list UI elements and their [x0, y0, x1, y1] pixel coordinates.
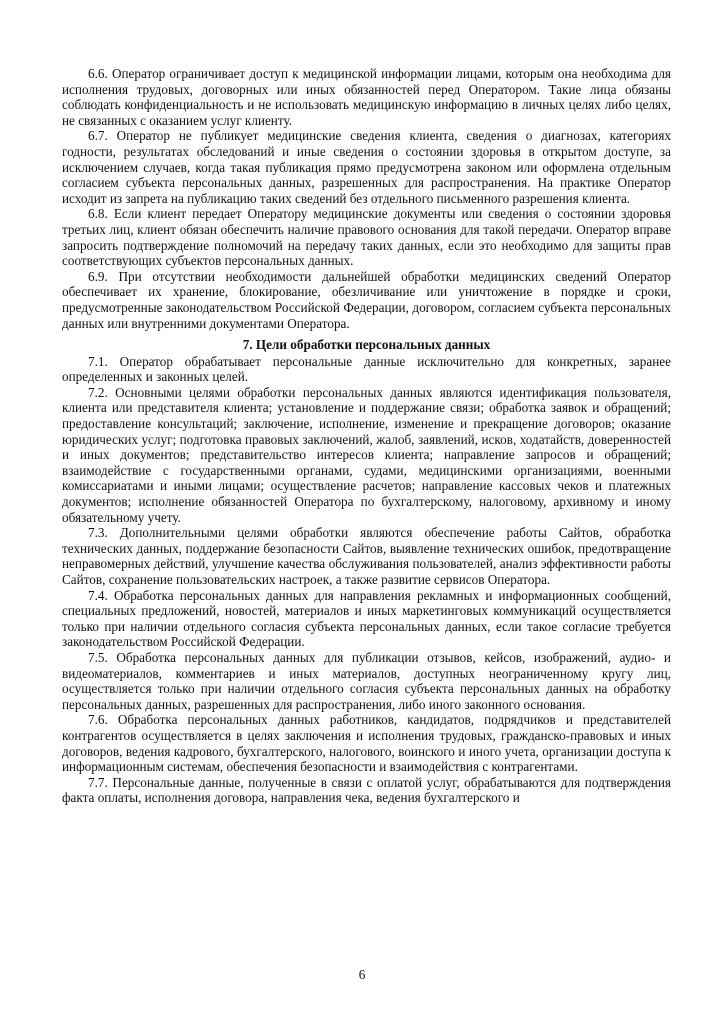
page-number: 6	[358, 967, 366, 982]
paragraph-7-5: 7.5. Обработка персональных данных для публикации отзывов, кейсов, изображений, аудио- и видеоматериалов, комментариев и иных материалов, доступных неограниченному кругу лиц, осуществляется только при наличии отдельного согласия субъекта персональных данных на обработку персональных данных, разрешенных для распространения, либо иного законного основания.	[62, 649, 671, 712]
section-heading: 7. Цели обработки персональных данных	[242, 337, 491, 353]
paragraph-7-4: 7.4. Обработка персональных данных для направления рекламных и информационных сообщений, специальных предложений, новостей, материалов и иных маркетинговых коммуникаций осуществляется только при наличии отдельного согласия субъекта персональных данных, если такое согласие требуется законодательством Российской Федерации.	[62, 587, 671, 650]
paragraph-6-8: 6.8. Если клиент передает Оператору медицинские документы или сведения о состоянии здоровья третьих лиц, клиент обязан обеспечить наличие правового основания для такой передачи. Оператор вправе запросить подтверждение полномочий на передачу таких данных, если это необходимо для защиты прав соответствующих субъектов персональных данных.	[62, 206, 671, 269]
section-6-continued	[62, 66, 671, 331]
paragraph-7-1: 7.1. Оператор обрабатывает персональные данные исключительно для конкретных, заранее определенных и законных целей.	[62, 353, 671, 385]
section-7	[62, 337, 671, 806]
paragraph-7-6: 7.6. Обработка персональных данных работников, кандидатов, подрядчиков и представителей контрагентов осуществляется в целях заключения и исполнения трудовых, гражданско-правовых и иных договоров, ведения кадрового, бухгалтерского, налогового, воинского и иного учета, организации доступа к информационным системам, обеспечения безопасности и взаимодействия с контрагентами.	[62, 712, 671, 775]
paragraph-7-2: 7.2. Основными целями обработки персональных данных являются идентификация пользователя, клиента или представителя клиента; установление и поддержание связи; обработка заявок и обращений; предоставление консультаций; заключение, исполнение, изменение и прекращение договоров; оказание юридических услуг; подготовка правовых заключений, жалоб, заявлений, исков, ходатайств, доверенностей и иных документов; представительство интересов клиента; направление запросов и обращений; взаимодействие с государственными органами, судами, медицинскими организациями, военными комиссариатами и иными лицами; осуществление расчетов; направление кассовых чеков и платежных документов; исполнение обязанностей Оператора по бухгалтерскому, налоговому, архивному и иному обязательному учету.	[62, 384, 671, 525]
paragraph-6-7: 6.7. Оператор не публикует медицинские сведения клиента, сведения о диагнозах, категориях годности, результатах обследований и иные сведения о состоянии здоровья в открытом доступе, за исключением случаев, когда такая публикация прямо предусмотрена законом или оформлена отдельным согласием субъекта персональных данных, разрешенных для распространения. На практике Оператор исходит из запрета на публикацию таких сведений без отдельного письменного разрешения клиента.	[62, 128, 671, 206]
paragraph-7-3: 7.3. Дополнительными целями обработки являются обеспечение работы Сайтов, обработка технических данных, поддержание безопасности Сайтов, выявление технических ошибок, предотвращение неправомерных действий, улучшение качества обслуживания пользователей, анализ эффективности работы Сайтов, сохранение пользовательских настроек, а также развитие сервисов Оператора.	[62, 525, 671, 587]
document-page	[62, 66, 671, 806]
paragraph-6-9: 6.9. При отсутствии необходимости дальнейшей обработки медицинских сведений Оператор обеспечивает их хранение, блокирование, обезличивание или уничтожение в порядке и сроки, предусмотренные законодательством Российской Федерации, договором, согласием субъекта персональных данных или внутренними документами Оператора.	[62, 268, 671, 331]
paragraph-6-6: 6.6. Оператор ограничивает доступ к медицинской информации лицами, которым она необходима для исполнения трудовых, договорных или иных обязанностей перед Оператором. Такие лица обязаны соблюдать конфиденциальность и не использовать медицинскую информацию в личных целях либо целях, не связанных с оказанием услуг клиенту.	[62, 66, 671, 128]
paragraph-7-7: 7.7. Персональные данные, полученные в связи с оплатой услуг, обрабатываются для подтверждения факта оплаты, исполнения договора, направления чека, ведения бухгалтерского и	[62, 774, 671, 806]
